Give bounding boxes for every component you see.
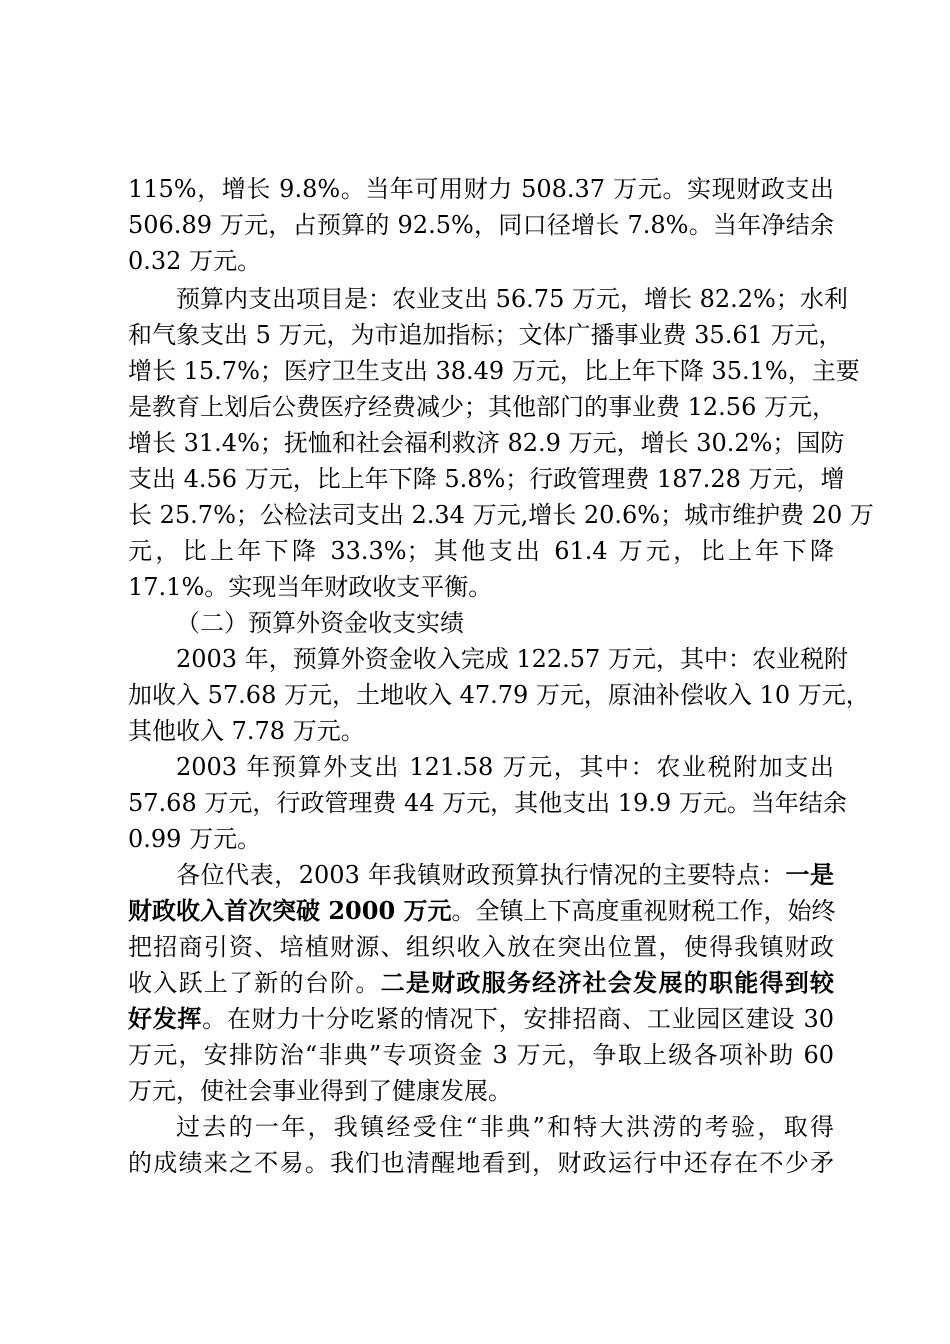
text-line: 的成绩来之不易。我们也清醒地看到，财政运行中还存在不少矛 — [128, 1149, 834, 1177]
text-line: 长 25.7%；公检法司支出 2.34 万元,增长 20.6%；城市维护费 20 万 — [128, 501, 874, 529]
text-line: 是教育上划后公费医疗经费减少；其他部门的事业费 12.56 万元， — [128, 393, 836, 421]
bold-phrase: 财政收入首次突破 2000 万元 — [128, 896, 452, 925]
text-line: 增长 15.7%；医疗卫生支出 38.49 万元，比上年下降 35.1%，主要 — [128, 357, 860, 385]
text-line: 2003 年，预算外资金收入完成 122.57 万元，其中：农业税附 — [176, 645, 848, 673]
text-line: 17.1%。实现当年财政收支平衡。 — [128, 573, 493, 601]
text-line: 和气象支出 5 万元，为市追加指标；文体广播事业费 35.61 万元， — [128, 321, 843, 349]
text-line: 其他收入 7.78 万元。 — [128, 717, 365, 745]
text-line: 增长 31.4%；抚恤和社会福利救济 82.9 万元，增长 30.2%；国防 — [128, 429, 845, 457]
text-line: 各位代表，2003 年我镇财政预算执行情况的主要特点：一是 — [176, 860, 834, 889]
text-line: 57.68 万元，行政管理费 44 万元，其他支出 19.9 万元。当年结余 — [128, 789, 847, 817]
text-line: 万元，安排防治“非典”专项资金 3 万元，争取上级各项补助 60 — [128, 1041, 834, 1069]
text-line: 收入跃上了新的台阶。二是财政服务经济社会发展的职能得到较 — [128, 968, 834, 997]
text-line: 把招商引资、培植财源、组织收入放在突出位置，使得我镇财政 — [128, 933, 834, 961]
bold-phrase: 一是 — [785, 860, 834, 889]
bold-phrase: 二是财政服务经济社会发展的职能得到较 — [380, 968, 834, 997]
text-line: 0.32 万元。 — [128, 247, 262, 275]
bold-phrase: 好发挥 — [128, 1004, 203, 1033]
text-line: 元，比上年下降 33.3%；其他支出 61.4 万元，比上年下降 — [128, 537, 834, 565]
section-heading: （二）预算外资金收支实绩 — [176, 609, 464, 637]
text-line: 好发挥。在财力十分吃紧的情况下，安排招商、工业园区建设 30 — [128, 1004, 834, 1033]
text-line: 506.89 万元，占预算的 92.5%，同口径增长 7.8%。当年净结余 — [128, 211, 834, 239]
text-line: 2003 年预算外支出 121.58 万元，其中：农业税附加支出 — [176, 753, 834, 781]
text-line: 115%，增长 9.8%。当年可用财力 508.37 万元。实现财政支出 — [128, 175, 834, 203]
text-line: 支出 4.56 万元，比上年下降 5.8%；行政管理费 187.28 万元，增 — [128, 465, 845, 493]
text-line: 过去的一年，我镇经受住“非典”和特大洪涝的考验，取得 — [176, 1113, 834, 1141]
text-line: 预算内支出项目是：农业支出 56.75 万元，增长 82.2%；水利 — [176, 285, 848, 313]
text-line: 财政收入首次突破 2000 万元。全镇上下高度重视财税工作，始终 — [128, 896, 836, 925]
text-line: 加收入 57.68 万元，土地收入 47.79 万元，原油补偿收入 10 万元， — [128, 681, 870, 709]
text-line: 万元，使社会事业得到了健康发展。 — [128, 1077, 512, 1105]
text-line: 0.99 万元。 — [128, 825, 262, 853]
